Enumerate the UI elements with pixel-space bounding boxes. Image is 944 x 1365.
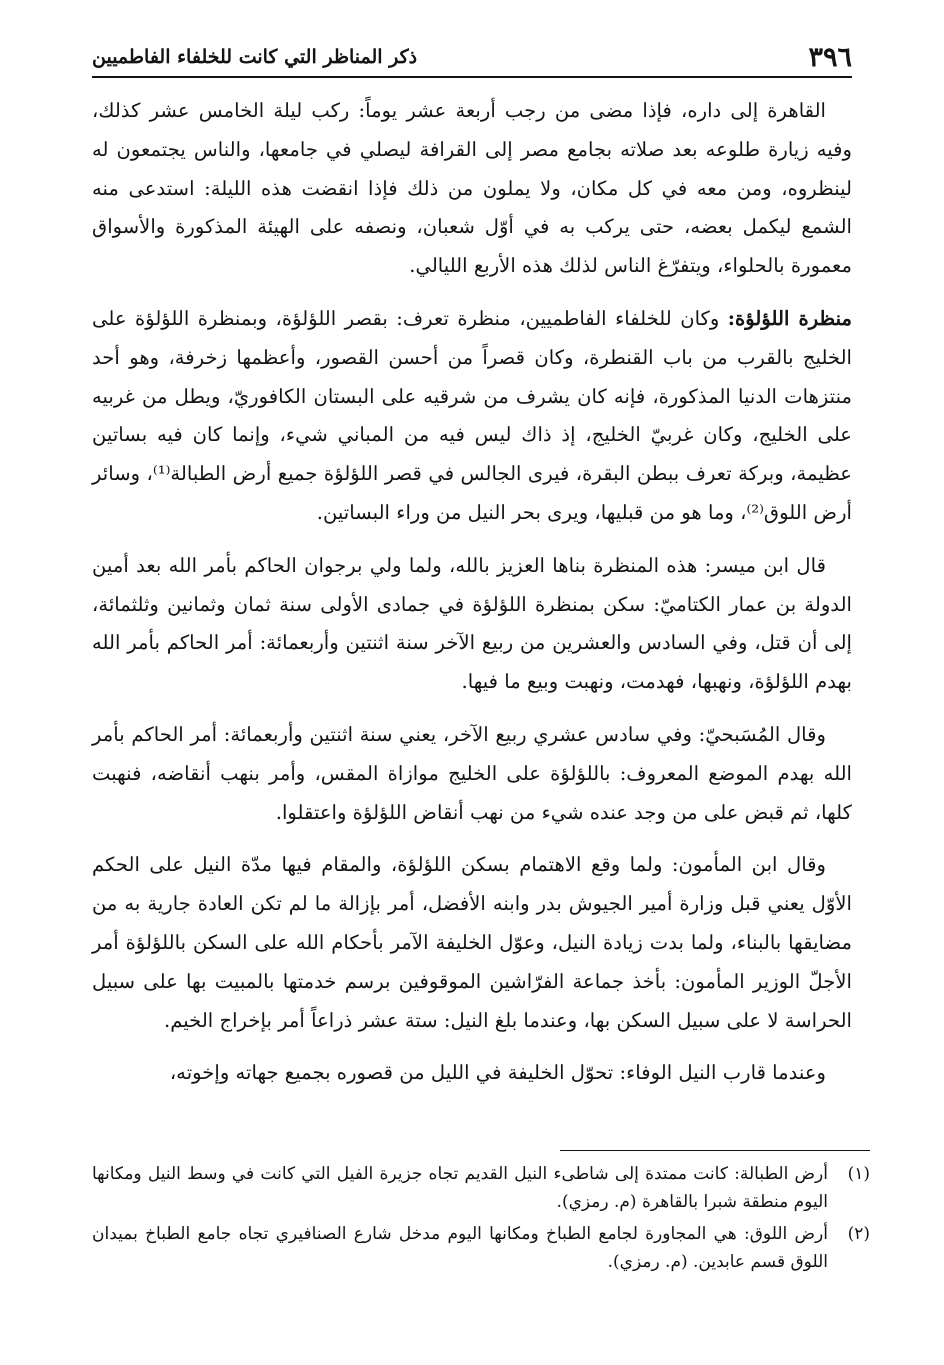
footnote-text: أرض اللوق: هي المجاورة لجامع الطباخ ومكانها اليوم مدخل شارع الصنافيري تجاه جامع الطباخ بميدان اللوق قسم عابدين. (م. رمزي).	[92, 1224, 828, 1272]
footnote-number: (١)	[847, 1164, 870, 1184]
footnote	[92, 1160, 870, 1216]
paragraph-text: القاهرة إلى داره، فإذا مضى من رجب أربعة عشر يوماً: ركب ليلة الخامس عشر كذلك، وفيه زيارة طلوعه بعد صلاته بجامع مصر إلى القرافة ليصلي في جامعها، والناس يجتمعون له لينظروه، ومن معه في كل مكان، ولا يملون من ذلك فإذا انقضت هذه الليلة: استدعى منه الشمع ليكمل بعضه، حتى يركب به في أوّل شعبان، ونصفه على الهيئة المذكورة والأسواق معمورة بالحلواء، ويتفرّغ الناس لذلك هذه الأربع الليالي.	[92, 99, 852, 278]
paragraph	[92, 300, 852, 533]
paragraph-text: وعندما قارب النيل الوفاء: تحوّل الخليفة في الليل من قصوره بجميع جهاته وإخوته،	[169, 1061, 826, 1085]
page-header	[92, 38, 852, 78]
paragraph-text: وكان للخلفاء الفاطميين، منظرة تعرف: بقصر اللؤلؤة، وبمنظرة اللؤلؤة على الخليج بالقرب من باب القنطرة، وكان قصراً من أحسن القصور، وأعظمها زخرفة، وهو أحد منتزهات الدنيا المذكورة، فإنه كان يشرف من شرقيه على البستان الكافوريّ، ويطل من غربيه على الخليج، وكان غربيّ الخليج، إذ ذاك ليس فيه من المباني شيء، وإنما كان فيه بساتين عظيمة، وبركة تعرف ببطن البقرة، فيرى الجالس في قصر اللؤلؤة جميع أرض الطبالة⁽¹⁾، وسائر أرض اللوق⁽²⁾، وما هو من قبليها، ويرى بحر النيل من وراء البساتين.	[92, 306, 852, 524]
paragraph	[92, 846, 852, 1040]
footnotes	[92, 1160, 870, 1280]
footnote-text: أرض الطبالة: كانت ممتدة إلى شاطىء النيل القديم تجاه جزيرة الفيل التي كانت في وسط النيل ومكانها اليوم منطقة شبرا بالقاهرة (م. رمزي).	[92, 1164, 828, 1212]
paragraph	[92, 1054, 852, 1093]
footnote-divider	[560, 1150, 870, 1151]
paragraph	[92, 547, 852, 702]
footnote-number: (٢)	[847, 1224, 870, 1244]
page-number: ٣٩٦	[808, 41, 852, 73]
paragraph-lead: منظرة اللؤلؤة:	[727, 306, 853, 330]
paragraph	[92, 92, 852, 286]
running-title: ذكر المناظر التي كانت للخلفاء الفاطميين	[92, 46, 418, 68]
paragraph-text: وقال ابن المأمون: ولما وقع الاهتمام بسكن اللؤلؤة، والمقام فيها مدّة النيل على الحكم الأوّل يعني قبل وزارة أمير الجيوش بدر وابنه الأفضل، أمر بإزالة ما لم تكن العادة جارية به من مضايقها بالبناء، ولما بدت زيادة النيل، وعوّل الخليفة الآمر بأحكام الله على السكن باللؤلؤة أمر الأجلّ الوزير المأمون: بأخذ جماعة الفرّاشين الموقوفين برسم خدمتها بالمبيت بها على سبيل الحراسة لا على سبيل السكن بها، وعندما بلغ النيل: ستة عشر ذراعاً أمر بإخراج الخيم.	[92, 853, 852, 1032]
main-text	[92, 92, 852, 1107]
footnote	[92, 1220, 870, 1276]
paragraph	[92, 716, 852, 832]
paragraph-text: قال ابن ميسر: هذه المنظرة بناها العزيز بالله، ولما ولي برجوان الحاكم بأمر الله بعد أمين الدولة بن عمار الكتاميّ: سكن بمنظرة اللؤلؤة في جمادى الأولى سنة ثمان وثمانين وثلثمائة، إلى أن قتل، وفي السادس والعشرين من ربيع الآخر سنة اثنتين وأربعمائة: أمر الحاكم بأمر الله بهدم اللؤلؤة، ونهبها، فهدمت، ونهبت وبيع ما فيها.	[92, 553, 852, 694]
paragraph-text: وقال المُسَبحيّ: وفي سادس عشري ربيع الآخر، يعني سنة اثنتين وأربعمائة: أمر الحاكم بأمر الله بهدم الموضع المعروف: باللؤلؤة على الخليج موازاة المقس، وأمر بنهب أنقاضه، فنهبت كلها، ثم قبض على من وجد عنده شيء من نهب أنقاض اللؤلؤة واعتقلوا.	[92, 722, 852, 824]
